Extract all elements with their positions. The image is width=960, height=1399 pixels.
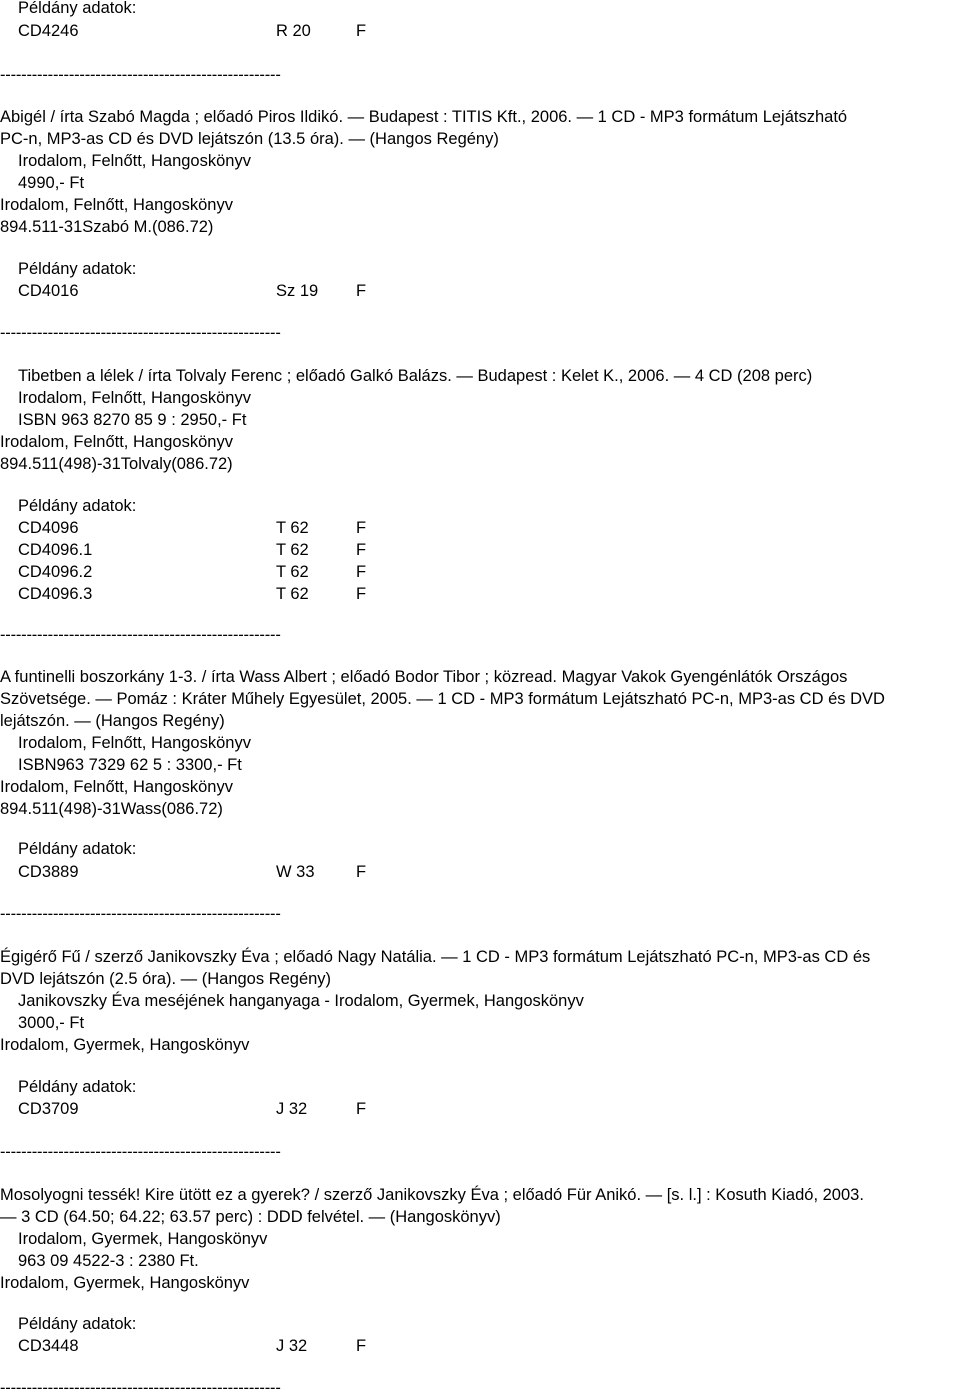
record-title-line: — 3 CD (64.50; 64.22; 63.57 perc) : DDD felvétel. — (Hangoskönyv)	[0, 1208, 501, 1226]
copy-id: CD4016	[18, 282, 79, 300]
record-price: 3000,- Ft	[18, 1014, 85, 1032]
copy-flag: F	[356, 1337, 367, 1355]
copy-location: J 32	[276, 1100, 308, 1118]
record-price: 4990,- Ft	[18, 174, 85, 192]
copy-flag: F	[356, 541, 367, 559]
record-title-line: PC-n, MP3-as CD és DVD lejátszón (13.5 óra). — (Hangos Regény)	[0, 130, 499, 148]
record-subject: Irodalom, Felnőtt, Hangoskönyv	[0, 196, 233, 214]
copy-id: CD3889	[18, 863, 79, 881]
record-subject-indented: Irodalom, Felnőtt, Hangoskönyv	[18, 389, 251, 407]
copies-label: Példány adatok:	[18, 1315, 137, 1333]
separator-line: -----------------------------------------------------	[0, 324, 281, 342]
record-title-line: Szövetsége. — Pomáz : Kráter Műhely Egyesület, 2005. — 1 CD - MP3 formátum Lejátszható PC-n, MP3-as CD és DVD	[0, 690, 885, 708]
copy-location: T 62	[276, 585, 309, 603]
record-title-line: Tibetben a lélek / írta Tolvaly Ferenc ; előadó Galkó Balázs. — Budapest : Kelet K., 2006. — 4 CD (208 perc)	[18, 367, 813, 385]
copies-label: Példány adatok:	[18, 497, 137, 515]
record-title-line: lejátszón. — (Hangos Regény)	[0, 712, 225, 730]
record-subject-indented: Irodalom, Felnőtt, Hangoskönyv	[18, 152, 251, 170]
record-title-line: Abigél / írta Szabó Magda ; előadó Piros Ildikó. — Budapest : TITIS Kft., 2006. — 1 CD - MP3 formátum Lejátszható	[0, 108, 848, 126]
copy-id: CD4096.3	[18, 585, 93, 603]
copy-flag: F	[356, 563, 367, 581]
copy-location: Sz 19	[276, 282, 319, 300]
record-title-line: Égigérő Fű / szerző Janikovszky Éva ; előadó Nagy Natália. — 1 CD - MP3 formátum Lejátszható PC-n, MP3-as CD és	[0, 948, 871, 966]
copy-flag: F	[356, 282, 367, 300]
separator-line: -----------------------------------------------------	[0, 66, 281, 84]
record-call-number: 894.511(498)-31Wass(086.72)	[0, 800, 223, 818]
copy-id: CD4096.1	[18, 541, 93, 559]
copies-label: Példány adatok:	[18, 0, 137, 17]
record-call-number: 894.511(498)-31Tolvaly(086.72)	[0, 455, 233, 473]
record-subject: Irodalom, Felnőtt, Hangoskönyv	[0, 778, 233, 796]
copy-flag: F	[356, 22, 367, 40]
record-subject: Irodalom, Felnőtt, Hangoskönyv	[0, 433, 233, 451]
copy-flag: F	[356, 519, 367, 537]
record-title-line: Mosolyogni tessék! Kire ütött ez a gyerek? / szerző Janikovszky Éva ; előadó Für Anikó. — [s. l.] : Kosuth Kiadó, 2003.	[0, 1186, 864, 1204]
copy-id: CD4096.2	[18, 563, 93, 581]
copy-location: J 32	[276, 1337, 308, 1355]
copy-location: R 20	[276, 22, 311, 40]
copy-location: W 33	[276, 863, 315, 881]
copy-location: T 62	[276, 563, 309, 581]
record-subject: Irodalom, Gyermek, Hangoskönyv	[0, 1036, 250, 1054]
copy-location: T 62	[276, 519, 309, 537]
copy-id: CD3448	[18, 1337, 79, 1355]
record-subject-indented: Janikovszky Éva meséjének hanganyaga - Irodalom, Gyermek, Hangoskönyv	[18, 992, 584, 1010]
copy-flag: F	[356, 863, 367, 881]
copy-flag: F	[356, 585, 367, 603]
separator-line: -----------------------------------------------------	[0, 1143, 281, 1161]
copy-location: T 62	[276, 541, 309, 559]
record-call-number: 894.511-31Szabó M.(086.72)	[0, 218, 214, 236]
copy-id: CD4096	[18, 519, 79, 537]
copy-id: CD3709	[18, 1100, 79, 1118]
copy-id: CD4246	[18, 22, 79, 40]
copies-label: Példány adatok:	[18, 1078, 137, 1096]
record-subject: Irodalom, Gyermek, Hangoskönyv	[0, 1274, 250, 1292]
separator-line: -----------------------------------------------------	[0, 905, 281, 923]
copy-flag: F	[356, 1100, 367, 1118]
record-price: ISBN963 7329 62 5 : 3300,- Ft	[18, 756, 242, 774]
record-price: ISBN 963 8270 85 9 : 2950,- Ft	[18, 411, 247, 429]
record-subject-indented: Irodalom, Felnőtt, Hangoskönyv	[18, 734, 251, 752]
record-subject-indented: Irodalom, Gyermek, Hangoskönyv	[18, 1230, 268, 1248]
record-title-line: A funtinelli boszorkány 1-3. / írta Wass Albert ; előadó Bodor Tibor ; közread. Magyar Vakok Gyengénlátók Országos	[0, 668, 848, 686]
record-price: 963 09 4522-3 : 2380 Ft.	[18, 1252, 199, 1270]
separator-line: -----------------------------------------------------	[0, 1379, 281, 1397]
separator-line: -----------------------------------------------------	[0, 626, 281, 644]
record-title-line: DVD lejátszón (2.5 óra). — (Hangos Regény)	[0, 970, 332, 988]
copies-label: Példány adatok:	[18, 260, 137, 278]
copies-label: Példány adatok:	[18, 840, 137, 858]
